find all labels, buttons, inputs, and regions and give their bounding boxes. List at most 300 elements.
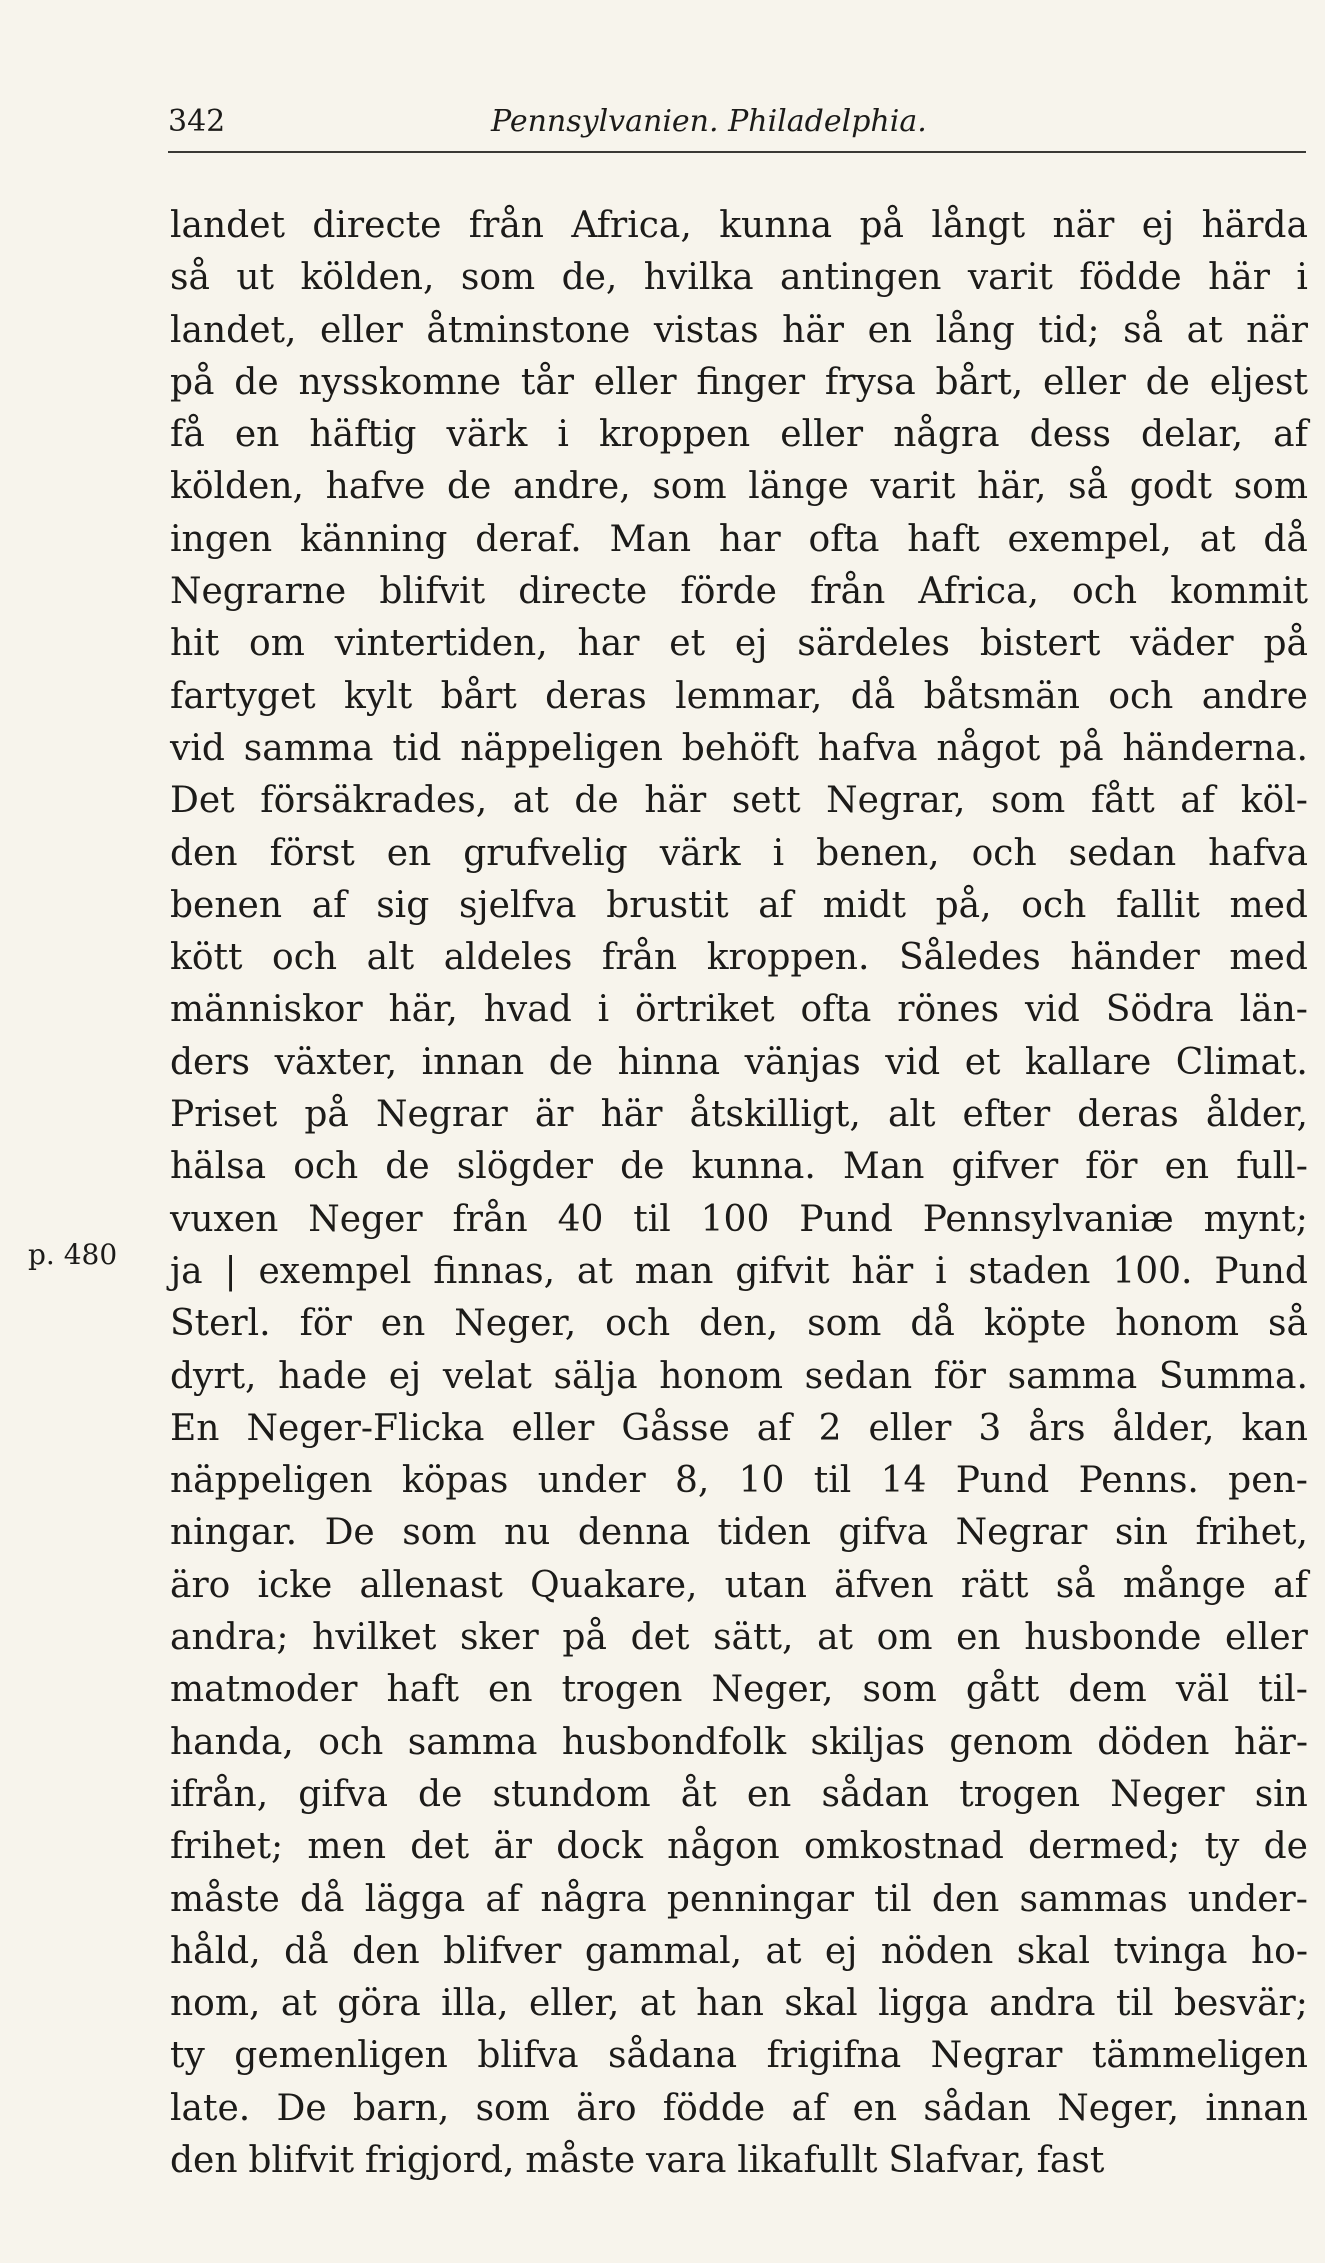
word: sedan — [1068, 832, 1177, 874]
word: af — [1273, 1564, 1308, 1606]
word: de — [548, 1041, 594, 1083]
word: fartyget — [170, 675, 316, 717]
word: tår — [520, 361, 574, 403]
word: midt — [822, 884, 906, 926]
text-line — [170, 1717, 1308, 1769]
word: varit — [870, 466, 956, 508]
word: Neger — [1110, 1773, 1225, 1815]
word: som — [460, 257, 536, 299]
word: lemmar, — [675, 675, 823, 717]
word: sin — [1114, 1512, 1168, 1554]
word: 40 — [557, 1198, 604, 1240]
word: de — [574, 780, 619, 822]
word: at — [765, 1930, 802, 1972]
text-line — [170, 1560, 1308, 1612]
word: så — [170, 257, 210, 299]
word: Negrar — [375, 1094, 508, 1136]
word: vistas — [653, 309, 759, 351]
word: i — [772, 832, 785, 874]
word: har — [718, 518, 781, 560]
word: den — [170, 832, 238, 874]
word: tiden — [717, 1512, 811, 1554]
word: växter, — [274, 1041, 398, 1083]
word: et — [964, 1041, 1001, 1083]
word: samma — [243, 727, 374, 769]
word: här — [644, 780, 707, 822]
word: hit — [170, 623, 220, 665]
word: särdeles — [797, 623, 951, 665]
word: antingen — [780, 257, 942, 299]
word: samma — [407, 1721, 538, 1763]
word: andre — [1201, 675, 1308, 717]
word: sådan — [923, 2087, 1031, 2129]
word: 3 — [978, 1407, 1002, 1449]
word: alt — [366, 937, 415, 979]
word: för — [933, 1355, 986, 1397]
word: directe — [312, 205, 442, 246]
word: en — [488, 1669, 533, 1711]
word: så — [1268, 1303, 1308, 1345]
word: här — [1208, 257, 1270, 299]
word: eller — [593, 361, 677, 403]
word: kan — [1241, 1407, 1308, 1449]
word: eller — [780, 414, 864, 456]
word: vänjas — [744, 1041, 861, 1083]
word: den, — [699, 1303, 779, 1345]
word: innan — [1205, 2087, 1308, 2129]
word: penningar — [666, 1878, 854, 1920]
word: samma — [1007, 1355, 1138, 1397]
word: den — [170, 2139, 238, 2181]
word: til — [1115, 1983, 1154, 2025]
word: eller, — [528, 1983, 620, 2025]
word: det — [410, 1826, 470, 1868]
word: en — [867, 309, 913, 351]
word: på — [1059, 727, 1104, 769]
word: 8, — [674, 1460, 710, 1502]
word: här — [851, 1250, 914, 1292]
word: ligga — [878, 1983, 969, 2025]
word: månge — [1122, 1564, 1246, 1606]
text-line — [170, 2030, 1308, 2082]
word: län- — [1239, 989, 1308, 1031]
word: Södra — [1105, 989, 1214, 1031]
word: förde — [680, 571, 777, 613]
word: pen- — [1228, 1460, 1308, 1502]
word: händer — [1070, 937, 1200, 979]
word: de — [385, 1146, 430, 1188]
word: omkostnad — [803, 1826, 1004, 1868]
word: och — [1021, 884, 1087, 926]
word: benen, — [816, 832, 940, 874]
word: andre, — [512, 466, 631, 508]
word: är — [493, 1826, 532, 1868]
word: års — [1028, 1407, 1086, 1449]
word: så — [1123, 309, 1164, 351]
word: 10 — [738, 1460, 785, 1502]
word: husbondfolk — [561, 1721, 787, 1763]
word: De — [324, 1512, 375, 1554]
word: andra; — [170, 1617, 289, 1659]
word: kroppen — [598, 414, 751, 456]
word: Negrar — [930, 2035, 1063, 2077]
word: vid — [885, 1041, 941, 1083]
word: örtriket — [634, 989, 775, 1031]
word: husbonde — [1024, 1617, 1202, 1659]
word: från — [468, 205, 544, 246]
word: här, — [977, 466, 1047, 508]
word: långt — [931, 205, 1026, 246]
word: frihet; — [170, 1826, 284, 1868]
word: kallare — [1024, 1041, 1152, 1083]
word: gemenligen — [234, 2035, 448, 2077]
word: velat — [442, 1355, 532, 1397]
word: Africa, — [918, 571, 1039, 613]
word: til- — [1258, 1669, 1308, 1711]
word: och — [272, 937, 338, 979]
word: gått — [965, 1669, 1040, 1711]
text-line — [170, 1769, 1308, 1821]
word: människor — [170, 989, 363, 1031]
word: haft — [907, 518, 980, 560]
word: sälja — [553, 1355, 638, 1397]
word: bårt — [440, 675, 517, 717]
word: på — [1263, 623, 1308, 665]
word: som — [807, 1303, 882, 1345]
word: Sterl. — [170, 1303, 271, 1345]
word: | — [224, 1250, 237, 1292]
word: sådana — [608, 2035, 738, 2077]
word: at — [576, 1250, 613, 1292]
word: härda — [1201, 205, 1308, 246]
word: en — [380, 1303, 426, 1345]
word: ålder, — [1205, 1094, 1308, 1136]
word: då — [910, 1303, 955, 1345]
word: och — [1108, 675, 1174, 717]
word: på, — [935, 884, 992, 926]
word: handa, — [170, 1721, 294, 1763]
text-line — [170, 1821, 1308, 1873]
word: på — [859, 205, 904, 246]
word: väder — [1130, 623, 1234, 665]
text-line — [170, 984, 1308, 1036]
word: de — [1145, 361, 1190, 403]
word: köpte — [983, 1303, 1087, 1345]
word: exempel, — [1007, 518, 1172, 560]
word: få — [170, 414, 205, 456]
word: til — [633, 1198, 671, 1240]
word: måste — [170, 1878, 280, 1920]
word: dess — [1029, 414, 1111, 456]
word: en — [746, 1773, 792, 1815]
word: efter — [962, 1094, 1051, 1136]
word: ofta — [800, 989, 872, 1031]
word: sig — [376, 884, 430, 926]
word: födde — [1079, 257, 1182, 299]
word: kylt — [344, 675, 413, 717]
word: sett — [731, 780, 801, 822]
word: vara — [645, 2139, 727, 2181]
word: godt — [1129, 466, 1213, 508]
word: tid; — [1038, 309, 1100, 351]
word: han — [696, 1983, 764, 2025]
word: Negrar — [955, 1512, 1088, 1554]
word: Neger, — [454, 1303, 577, 1345]
word: åtminstone — [426, 309, 631, 351]
word: stundom — [492, 1773, 651, 1815]
word: sammas — [1019, 1878, 1168, 1920]
word: Climat. — [1175, 1041, 1308, 1083]
word: behöft — [681, 727, 799, 769]
word: den — [352, 1930, 420, 1972]
word: från — [810, 571, 886, 613]
word: gifva — [838, 1512, 929, 1554]
text-line — [170, 200, 1308, 252]
word: kommit — [1170, 571, 1308, 613]
text-line — [170, 1664, 1308, 1716]
word: 14 — [880, 1460, 927, 1502]
word: ut — [236, 257, 275, 299]
word: äro — [170, 1564, 231, 1606]
word: äfven — [834, 1564, 934, 1606]
word: en — [956, 1617, 1001, 1659]
word: Slafvar, — [888, 2139, 1026, 2181]
word: gifvit — [735, 1250, 830, 1292]
word: Quakare, — [530, 1564, 698, 1606]
word: eller — [511, 1407, 595, 1449]
word: af — [791, 2087, 827, 2129]
word: åtskilligt, — [689, 1094, 861, 1136]
text-line — [170, 1403, 1308, 1455]
word: de — [1263, 1826, 1308, 1868]
word: här- — [1233, 1721, 1308, 1763]
word: på — [562, 1617, 607, 1659]
word: af — [1180, 780, 1216, 822]
word: ingen — [170, 518, 273, 560]
word: 100. — [1112, 1250, 1193, 1292]
word: sjelfva — [458, 884, 577, 926]
word: et — [669, 623, 706, 665]
word: hvilket — [312, 1617, 437, 1659]
word: ders — [170, 1041, 251, 1083]
word: kunna. — [691, 1146, 816, 1188]
word: ningar. — [170, 1512, 298, 1554]
text-line — [170, 880, 1308, 932]
word: at — [639, 1983, 676, 2025]
word: landet, — [170, 309, 297, 351]
word: mynt; — [1203, 1198, 1308, 1240]
word: 2 — [818, 1407, 842, 1449]
word: värk — [659, 832, 741, 874]
word: tid — [392, 727, 442, 769]
word: dock — [556, 1826, 643, 1868]
word: Neger-Flicka — [246, 1407, 485, 1449]
word: hälsa — [170, 1146, 267, 1188]
word: en — [852, 2087, 898, 2129]
text-line — [170, 461, 1308, 513]
word: när — [1052, 205, 1115, 246]
word: Penns. — [1078, 1460, 1199, 1502]
word: Man — [609, 518, 692, 560]
word: Pennsylvaniæ — [922, 1198, 1174, 1240]
word: grufvelig — [463, 832, 628, 874]
word: de, — [561, 257, 618, 299]
page-header — [168, 104, 1306, 148]
word: eller — [868, 1407, 952, 1449]
word: och — [1072, 571, 1138, 613]
word: alt — [887, 1094, 936, 1136]
text-line — [170, 357, 1308, 409]
word: någon — [667, 1826, 780, 1868]
word: De — [276, 2087, 327, 2129]
word: til — [813, 1460, 852, 1502]
word: det — [630, 1617, 690, 1659]
word: på — [170, 361, 215, 403]
word: blifva — [477, 2035, 579, 2077]
word: men — [307, 1826, 387, 1868]
margin-note: p. 480 — [28, 1238, 118, 1271]
text-line — [170, 1507, 1308, 1559]
word: delar, — [1141, 414, 1244, 456]
word: väl — [1175, 1669, 1230, 1711]
word: nom, — [170, 1983, 261, 2025]
text-line — [170, 1246, 1308, 1298]
word: skal — [1016, 1930, 1090, 1972]
word: Gåsse — [621, 1407, 730, 1449]
word: Pund — [799, 1198, 893, 1240]
word: hvilka — [643, 257, 754, 299]
word: illa, — [441, 1983, 509, 2025]
word: ej — [388, 1355, 422, 1397]
word: sätt, — [713, 1617, 794, 1659]
word: eller — [319, 309, 403, 351]
word: Summa. — [1158, 1355, 1308, 1397]
word: så — [1068, 466, 1109, 508]
word: dermed; — [1028, 1826, 1181, 1868]
word: at — [1199, 518, 1236, 560]
word: hvad — [483, 989, 572, 1031]
word: at — [817, 1617, 853, 1659]
word: man — [634, 1250, 714, 1292]
word: Således — [899, 937, 1041, 979]
word: händerna. — [1122, 727, 1308, 769]
word: häftig — [309, 414, 417, 456]
word: fått — [1090, 780, 1155, 822]
word: blifver — [443, 1930, 562, 1972]
running-title: Pennsylvanien. Philadelphia. — [491, 104, 927, 139]
word: at — [1186, 309, 1223, 351]
word: från — [452, 1198, 528, 1240]
word: af — [1273, 414, 1308, 456]
word: är — [534, 1094, 574, 1136]
word: de — [234, 361, 279, 403]
word: några — [893, 414, 1000, 456]
word: andra — [989, 1983, 1096, 2025]
word: denna — [577, 1512, 690, 1554]
word: bårt, — [935, 361, 1024, 403]
word: ja — [170, 1250, 203, 1292]
word: om — [876, 1617, 933, 1659]
word: fast — [1036, 2139, 1105, 2181]
word: deras — [1077, 1094, 1179, 1136]
word: näppeligen — [170, 1460, 373, 1502]
text-line — [170, 1455, 1308, 1507]
word: af — [756, 1407, 792, 1449]
word: frigifna — [766, 2035, 902, 2077]
text-line — [170, 566, 1308, 618]
word: vid — [1024, 989, 1080, 1031]
word: kunna — [719, 205, 833, 246]
word: lång — [935, 309, 1015, 351]
word: här — [600, 1094, 663, 1136]
word: blifvit — [248, 2139, 355, 2181]
word: håld, — [170, 1930, 261, 1972]
word: landet — [170, 205, 285, 246]
word: directe — [518, 571, 648, 613]
text-line — [170, 1089, 1308, 1141]
word: som — [652, 466, 727, 508]
word: staden — [968, 1250, 1091, 1292]
word: nysskomne — [298, 361, 502, 403]
word: icke — [257, 1564, 333, 1606]
word: hinna — [617, 1041, 721, 1083]
word: döden — [1097, 1721, 1210, 1763]
word: den — [931, 1878, 1000, 1920]
word: i — [597, 989, 610, 1031]
text-line — [170, 2083, 1308, 2135]
header-rule — [168, 151, 1306, 153]
word: genom — [949, 1721, 1073, 1763]
word: innan — [421, 1041, 525, 1083]
word: och — [293, 1146, 359, 1188]
text-line — [170, 1351, 1308, 1403]
word: de — [446, 466, 492, 508]
text-line — [170, 1298, 1308, 1350]
word: varit — [967, 257, 1053, 299]
text-line — [170, 932, 1308, 984]
word: känning — [300, 518, 448, 560]
word: Man — [842, 1146, 925, 1188]
word: och — [971, 832, 1037, 874]
word: Pund — [1214, 1250, 1308, 1292]
word: försäkrades, — [260, 780, 488, 822]
word: Neger, — [711, 1669, 834, 1711]
word: nu — [503, 1512, 551, 1554]
word: några — [540, 1878, 647, 1920]
word: frihet, — [1195, 1512, 1308, 1554]
word: i — [1296, 257, 1308, 299]
word: Negrar, — [826, 780, 966, 822]
text-line — [170, 1926, 1308, 1978]
text-line — [170, 2135, 1308, 2187]
word: då — [300, 1878, 345, 1920]
word: näppeligen — [460, 727, 663, 769]
word: då — [1263, 518, 1308, 560]
word: full- — [1236, 1146, 1308, 1188]
text-line — [170, 305, 1308, 357]
word: med — [1229, 884, 1308, 926]
word: med — [1229, 937, 1308, 979]
word: som — [1233, 466, 1308, 508]
word: de — [418, 1773, 463, 1815]
word: som — [991, 780, 1066, 822]
text-line — [170, 252, 1308, 304]
word: en — [386, 832, 432, 874]
word: vid — [170, 727, 225, 769]
word: matmoder — [170, 1669, 358, 1711]
word: En — [170, 1407, 220, 1449]
word: kött — [170, 937, 243, 979]
